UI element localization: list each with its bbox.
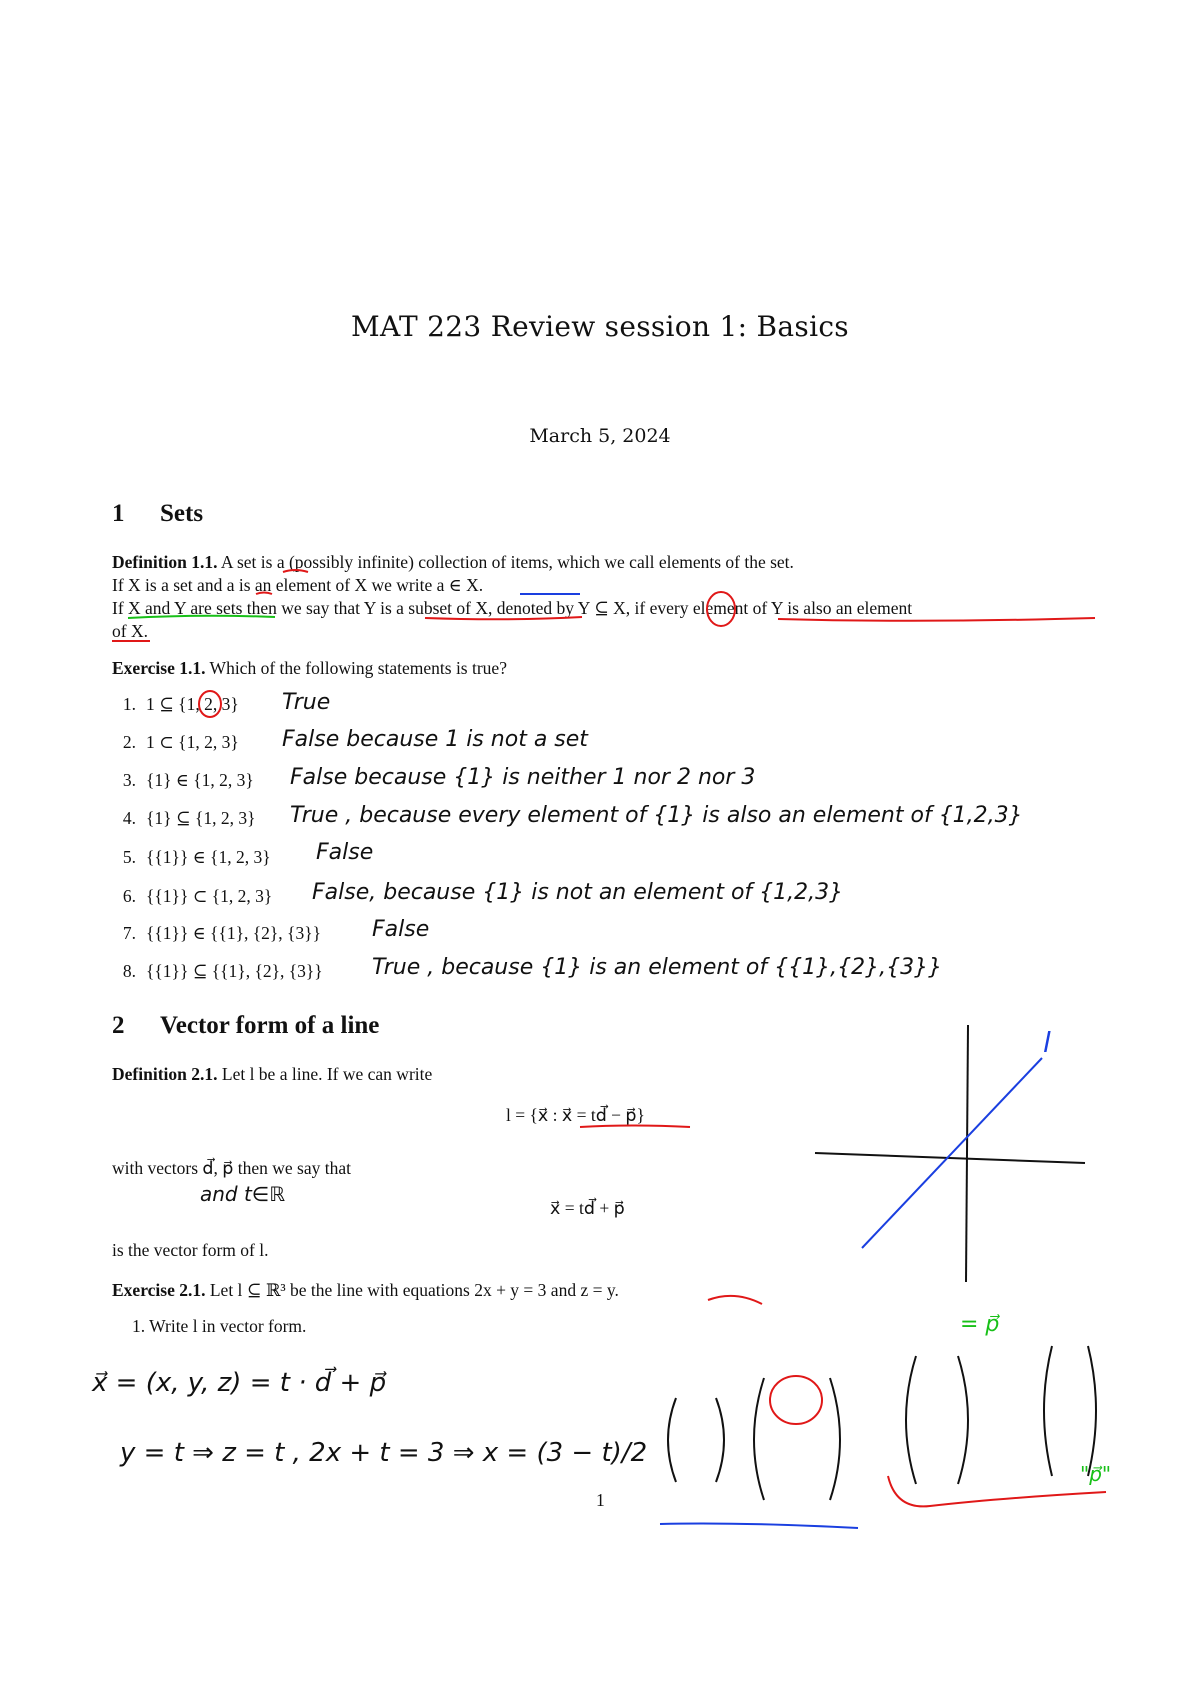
exercise-1-1: [112, 658, 507, 679]
exercise-item: 1. Write l in vector form.: [132, 1316, 307, 1336]
item-statement: {{1}} ∈ {{1}, {2}, {3}}: [146, 923, 321, 943]
paren-left: [754, 1378, 764, 1500]
definition-line-3: is the vector form of l.: [112, 1240, 269, 1260]
x-axis: [815, 1153, 1085, 1163]
list-item: 1. 1 ⊆ {1, 2, 3}: [122, 694, 239, 714]
paren-right: [958, 1356, 968, 1484]
paren-right: [1088, 1346, 1096, 1476]
list-item: 4. {1} ⊆ {1, 2, 3}: [122, 808, 256, 828]
section-number: 2: [112, 1012, 125, 1039]
brace-p-vector: [888, 1476, 1106, 1506]
handwritten-answer: False because {1} is neither 1 nor 2 nor 3: [290, 765, 756, 790]
line-l: [862, 1058, 1042, 1248]
exercise-2-1: [112, 1280, 619, 1301]
graph-sketch: [815, 1025, 1085, 1282]
handwritten-note: and t∈ℝ: [200, 1182, 286, 1206]
set-equation: l = {x⃗ : x⃗ = td⃗ − p⃗}: [506, 1105, 645, 1125]
definition-line-2: with vectors d⃗, p⃗ then we say that: [112, 1158, 351, 1178]
p-vector-label-bottom: "p⃗": [1080, 1462, 1112, 1486]
list-item: 7. {{1}} ∈ {{1}, {2}, {3}}: [122, 923, 321, 943]
definition-label: Definition 2.1.: [112, 1064, 218, 1084]
line-label: l: [1043, 1026, 1051, 1059]
paren-left: [1044, 1346, 1052, 1476]
document-title: MAT 223 Review session 1: Basics: [351, 310, 849, 343]
definition-line-4: of X.: [112, 621, 148, 641]
handwritten-answer: False: [316, 840, 374, 865]
definition-2-1: [112, 1064, 432, 1085]
handwritten-equation-a: x⃗ = (x, y, z) = t · d⃗ + p⃗: [92, 1368, 387, 1398]
list-item: 3. {1} ∈ {1, 2, 3}: [122, 770, 254, 790]
circle-fraction: [770, 1376, 822, 1424]
handwritten-answer: False because 1 is not a set: [282, 727, 588, 752]
definition-line-3: If X and Y are sets then we say that Y is a subset of X, denoted by Y ⊆ X, if every element of Y is also an element: [112, 598, 913, 618]
definition-1-1: [112, 552, 794, 573]
handwritten-answer: True , because every element of {1} is also an element of {1,2,3}: [290, 803, 1023, 828]
p-vector-label: = p⃗: [960, 1312, 1000, 1337]
handwritten-answer: True: [282, 690, 331, 715]
definition-text: A set is a (possibly infinite) collection of items, which we call elements of the set.: [220, 552, 794, 572]
exercise-prompt: Let l ⊆ ℝ³ be the line with equations 2x + y = 3 and z = y.: [209, 1280, 619, 1300]
vector-sketch: [668, 1346, 1096, 1500]
list-item: 6. {{1}} ⊂ {1, 2, 3}: [122, 886, 273, 906]
paren-right: [716, 1398, 724, 1482]
definition-line-2: If X is a set and a is an element of X we write a ∈ X.: [112, 575, 484, 595]
definition-text: Let l be a line. If we can write: [221, 1064, 433, 1084]
item-statement: {{1}} ∈ {1, 2, 3}: [146, 847, 271, 867]
handwritten-equation-b: y = t ⇒ z = t , 2x + t = 3 ⇒ x = (3 − t)/2: [120, 1438, 648, 1468]
paren-left: [906, 1356, 916, 1484]
section-1-heading: [112, 500, 203, 528]
section-title: Sets: [160, 500, 204, 527]
list-item: 5. {{1}} ∈ {1, 2, 3}: [122, 847, 271, 867]
item-statement: {1} ⊆ {1, 2, 3}: [146, 808, 256, 828]
definition-label: Definition 1.1.: [112, 552, 218, 572]
y-axis: [966, 1025, 968, 1282]
paren-left: [668, 1398, 676, 1482]
exercise-prompt: Which of the following statements is true?: [209, 658, 507, 678]
item-statement: {{1}} ⊂ {1, 2, 3}: [146, 886, 273, 906]
section-2-heading: [112, 1012, 379, 1040]
handwritten-answer: True , because {1} is an element of {{1},{2},{3}}: [372, 955, 943, 980]
section-number: 1: [112, 500, 125, 527]
section-title: Vector form of a line: [160, 1012, 380, 1039]
exercise-label: Exercise 1.1.: [112, 658, 206, 678]
page-number: 1: [596, 1490, 605, 1510]
underline-z-equals-y: [708, 1296, 762, 1304]
list-item: 8. {{1}} ⊆ {{1}, {2}, {3}}: [122, 961, 323, 981]
item-statement: {1} ∈ {1, 2, 3}: [146, 770, 254, 790]
item-statement: 1 ⊂ {1, 2, 3}: [146, 732, 239, 752]
handwritten-answer: False, because {1} is not an element of {1,2,3}: [312, 880, 844, 905]
exercise-label: Exercise 2.1.: [112, 1280, 206, 1300]
vector-equation: x⃗ = td⃗ + p⃗: [550, 1198, 625, 1218]
document-date: March 5, 2024: [529, 425, 671, 447]
item-statement: 1 ⊆ {1, 2, 3}: [146, 694, 239, 714]
list-item: 2. 1 ⊂ {1, 2, 3}: [122, 732, 239, 752]
handwritten-answer: False: [372, 917, 430, 942]
paren-right: [830, 1378, 840, 1500]
item-statement: {{1}} ⊆ {{1}, {2}, {3}}: [146, 961, 323, 981]
underline-parametric-vector: [660, 1524, 858, 1529]
